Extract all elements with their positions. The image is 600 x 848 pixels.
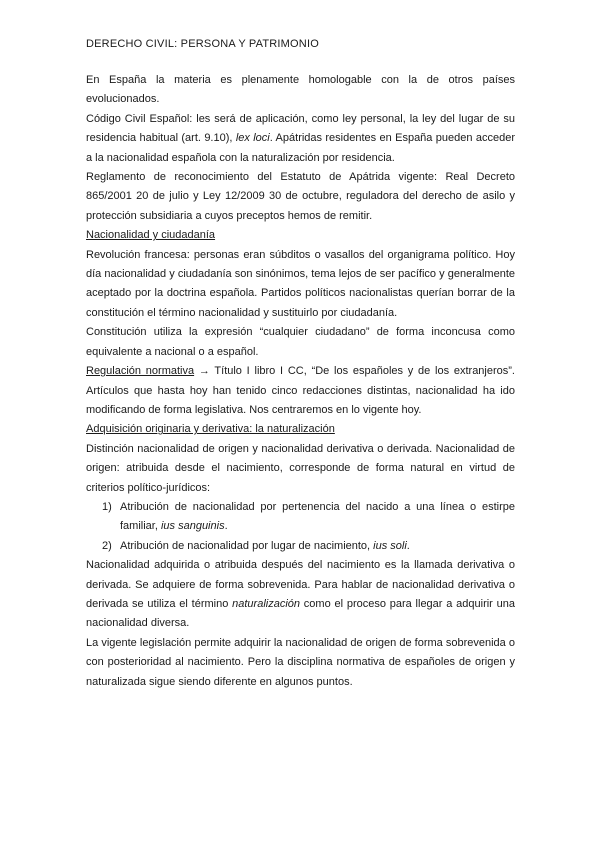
text-run: Código Civil Español: les será de aplicación, como ley personal, la ley del lugar de su residencia habitual (art. 9.10),	[86, 112, 515, 145]
paragraph	[86, 110, 515, 168]
text-run: Nacionalidad adquirida o atribuida después del nacimiento es la llamada derivativa o derivada. Se adquiere de forma sobrevenida. Para hablar de nacionalidad derivativa o derivada se utiliza el término	[86, 559, 515, 610]
list-item	[86, 537, 515, 556]
list-number: 2)	[102, 539, 112, 552]
text-run: → Título I libro I CC, “De los españoles y de los extranjeros”. Artículos que hasta hoy han tenido cinco redacciones distintas, nacionalidad ha ido modificando de forma legislativa. Nos centraremos en lo vigente hoy.	[86, 365, 515, 416]
paragraph: Constitución utiliza la expresión “cualquier ciudadano” de forma inconcusa como equivalente a nacional o a español.	[86, 326, 515, 358]
paragraph: Distinción nacionalidad de origen y nacionalidad derivativa o derivada. Nacionalidad de origen: atribuida desde el nacimiento, corresponde de forma natural en virtud de criterios político-jurídicos:	[86, 442, 515, 494]
italic-term: naturalización	[232, 597, 300, 610]
text-run: .	[406, 539, 410, 552]
paragraph: En España la materia es plenamente homologable con la de otros países evolucionados.	[86, 74, 515, 106]
text-run: .	[224, 520, 228, 533]
text-run: . Apátridas residentes en España pueden acceder a la nacionalidad española con la naturalización por residencia.	[86, 132, 515, 164]
list-number: 1)	[102, 500, 112, 513]
text-run: Atribución de nacionalidad por lugar de nacimiento,	[120, 539, 374, 552]
document-body	[86, 71, 515, 692]
italic-term: lex loci	[235, 132, 270, 145]
inline-heading: Regulación normativa	[86, 365, 195, 378]
section-heading: Adquisición originaria y derivativa: la naturalización	[86, 423, 335, 436]
italic-term: ius sanguinis	[160, 520, 225, 533]
section-heading: Nacionalidad y ciudadanía	[86, 229, 216, 242]
paragraph: Revolución francesa: personas eran súbditos o vasallos del organigrama político. Hoy día nacionalidad y ciudadanía son sinónimos, tema lejos de ser pacífico y generalmente aceptado por la doctrina española. Partidos políticos nacionalistas querían borrar de la constitución el término nacionalidad y sustituirlo por ciudadanía.	[86, 248, 515, 319]
page-header: DERECHO CIVIL: PERSONA Y PATRIMONIO	[86, 38, 319, 50]
list-item	[86, 498, 515, 537]
text-run: Atribución de nacionalidad por pertenencia del nacido a una línea o estirpe familiar,	[120, 500, 515, 533]
paragraph: Reglamento de reconocimiento del Estatuto de Apátrida vigente: Real Decreto 865/2001 20 de julio y Ley 12/2009 30 de octubre, reguladora del derecho de asilo y protección subsidiaria a cuyos preceptos hemos de remitir.	[86, 171, 515, 222]
italic-term: ius soli	[373, 539, 407, 552]
paragraph: La vigente legislación permite adquirir la nacionalidad de origen de forma sobrevenida o con posterioridad al nacimiento. Pero la disciplina normativa de españoles de origen y naturalizada sigue siendo diferente en algunos puntos.	[86, 636, 515, 688]
text-run: como el proceso para llegar a adquirir una nacionalidad diversa.	[86, 597, 515, 630]
criteria-list	[86, 498, 515, 556]
paragraph	[86, 556, 515, 634]
paragraph	[86, 362, 515, 420]
